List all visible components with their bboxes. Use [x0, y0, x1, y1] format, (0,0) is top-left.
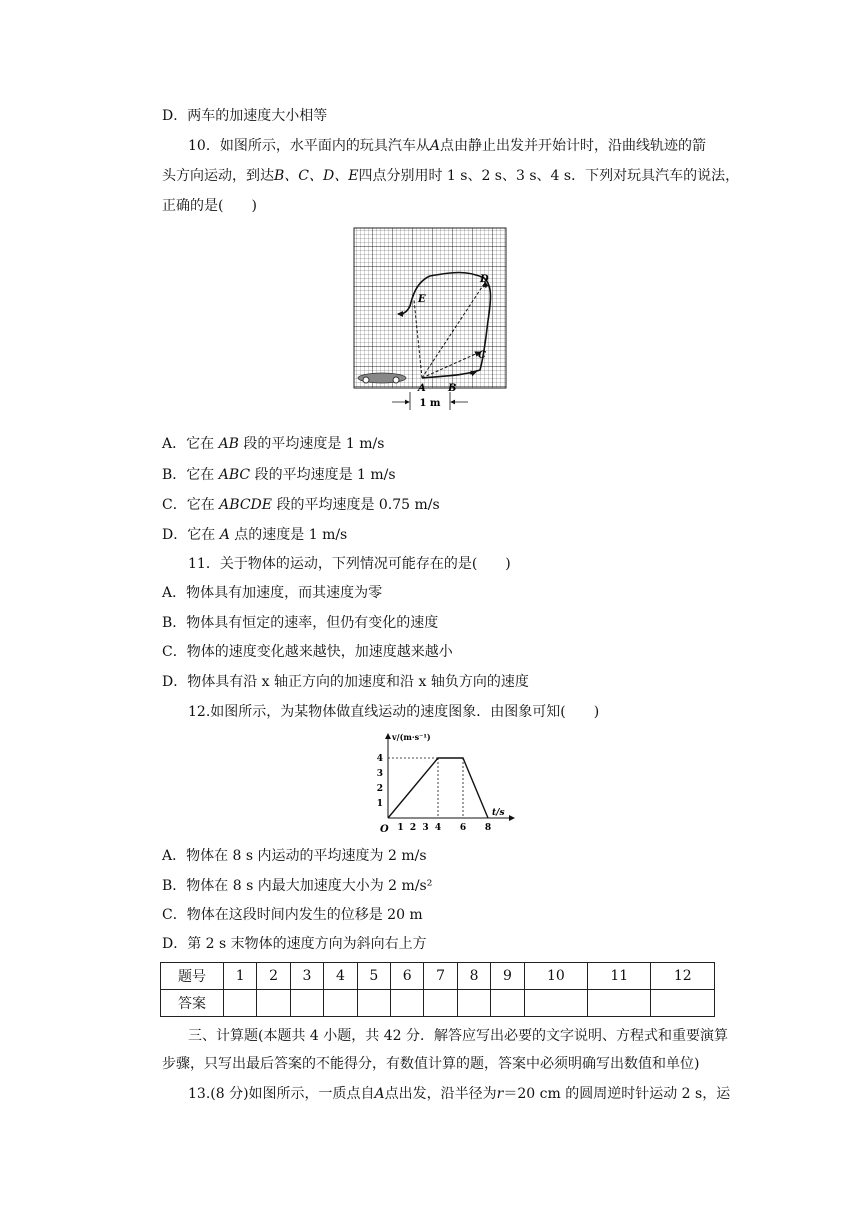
table-cell-answer[interactable]	[424, 990, 457, 1017]
points-bcde: B、C、D、E	[274, 168, 359, 184]
q13-text3: ＝20 cm 的圆周逆时针运动 2 s，运	[503, 1086, 731, 1102]
q10-option-c	[162, 495, 440, 515]
opt-var: AB	[218, 436, 239, 452]
point-a: A	[429, 138, 440, 154]
q12-option-c: C．物体在这段时间内发生的位移是 20 m	[162, 907, 423, 923]
q12-stem: 12.如图所示，为某物体做直线运动的速度图象．由图象可知( )	[188, 704, 600, 720]
table-cell-number: 10	[524, 963, 587, 990]
table-cell-answer[interactable]	[524, 990, 587, 1017]
q11-stem: 11．关于物体的运动，下列情况可能存在的是( )	[188, 556, 511, 572]
q10-stem-text: 10．如图所示，水平面内的玩具汽车从	[188, 138, 430, 154]
grid-background	[354, 228, 506, 388]
x-tick-label: 2	[409, 823, 417, 833]
label-e: E	[418, 294, 426, 305]
q11-option-b: B．物体具有恒定的速率，但仍有变化的速度	[162, 615, 439, 631]
opt-text: A．它在	[162, 436, 219, 452]
table-cell-answer[interactable]	[391, 990, 424, 1017]
opt-text: B．它在	[162, 467, 219, 483]
table-cell-number: 4	[324, 963, 357, 990]
table-cell-answer[interactable]	[491, 990, 524, 1017]
table-cell-answer[interactable]	[357, 990, 390, 1017]
opt-text: 点的速度是 1 m/s	[229, 527, 348, 543]
q9-option-d: D．两车的加速度大小相等	[162, 108, 328, 124]
table-cell-number: 9	[491, 963, 524, 990]
q10-stem-text3: 头方向运动，到达	[162, 168, 274, 184]
q13-var-r: r	[496, 1086, 504, 1102]
x-tick-label: 4	[434, 823, 442, 833]
table-cell-number: 11	[588, 963, 651, 990]
y-axis-label: v/(m·s⁻¹)	[392, 732, 431, 742]
table-cell-answer[interactable]	[324, 990, 357, 1017]
x-tick-label: 3	[422, 823, 429, 833]
y-tick-label: 2	[376, 784, 383, 794]
table-cell-answer[interactable]	[224, 990, 257, 1017]
table-cell-number: 12	[651, 963, 715, 990]
table-header-number: 题号	[161, 963, 224, 990]
q12-option-b: B．物体在 8 s 内最大加速度大小为 2 m/s²	[162, 878, 433, 894]
y-tick-label: 1	[376, 799, 383, 809]
q10-stem-line1	[188, 136, 706, 156]
label-b: B	[448, 383, 457, 394]
section3-instructions: 步骤，只写出最后答案的不能得分，有数值计算的题，答案中必须明确写出数值和单位)	[162, 1056, 700, 1072]
table-cell-number: 2	[257, 963, 290, 990]
q10-option-b	[162, 465, 396, 485]
toy-car-icon	[358, 373, 406, 383]
q13-stem	[188, 1084, 730, 1104]
table-cell-number: 8	[457, 963, 490, 990]
opt-var: ABCDE	[219, 497, 272, 513]
label-a: A	[418, 383, 426, 394]
section3-heading: 三、计算题(本题共 4 小题，共 42 分．解答应写出必要的文字说明、方程式和重要演算	[188, 1028, 728, 1044]
q11-option-d: D．物体具有沿 x 轴正方向的加速度和沿 x 轴负方向的速度	[162, 674, 529, 690]
opt-text: D．它在	[162, 527, 220, 543]
table-cell-number: 1	[224, 963, 257, 990]
y-tick-label: 3	[376, 769, 383, 779]
x-tick-label: 8	[484, 823, 492, 833]
opt-text: 段的平均速度是 1 m/s	[250, 467, 396, 483]
table-cell-number: 7	[424, 963, 457, 990]
table-cell-number: 3	[290, 963, 323, 990]
table-cell-answer[interactable]	[588, 990, 651, 1017]
origin-label: O	[380, 824, 389, 835]
table-cell-number: 6	[391, 963, 424, 990]
velocity-time-graph	[368, 730, 518, 836]
opt-text: 段的平均速度是 1 m/s	[238, 436, 385, 452]
q10-stem-text2: 点由静止出发并开始计时，沿曲线轨迹的箭	[439, 138, 706, 154]
q10-stem-line2	[162, 166, 739, 186]
opt-text: C．它在	[162, 497, 220, 513]
q10-stem-line3: 正确的是( )	[162, 198, 257, 214]
x-tick-label: 6	[459, 823, 467, 833]
q11-option-c: C．物体的速度变化越来越快，加速度越来越小	[162, 644, 453, 660]
x-tick-label: 1	[397, 823, 404, 833]
answer-table	[160, 962, 715, 1017]
q12-option-d: D．第 2 s 末物体的速度方向为斜向右上方	[162, 936, 427, 952]
q11-option-a: A．物体具有加速度，而其速度为零	[162, 585, 383, 601]
x-axis-label: t/s	[492, 808, 505, 818]
q12-option-a: A．物体在 8 s 内运动的平均速度为 2 m/s	[162, 848, 427, 864]
opt-text: 段的平均速度是 0.75 m/s	[272, 497, 440, 513]
q10-stem-text4: 四点分别用时 1 s、2 s、3 s、4 s．下列对玩具汽车的说法，	[358, 168, 740, 184]
table-cell-answer[interactable]	[290, 990, 323, 1017]
label-d: D	[480, 274, 489, 285]
opt-var: A	[219, 527, 230, 543]
opt-var: ABC	[218, 467, 251, 483]
table-row-answers	[161, 990, 715, 1017]
q10-option-d	[162, 525, 347, 545]
label-c: C	[478, 350, 486, 361]
q13-var-a: A	[374, 1086, 385, 1102]
table-cell-answer[interactable]	[257, 990, 290, 1017]
q13-text: 13.(8 分)如图所示，一质点自	[188, 1086, 375, 1102]
q13-text2: 点出发，沿半径为	[384, 1086, 497, 1102]
table-cell-answer[interactable]	[651, 990, 715, 1017]
table-cell-answer[interactable]	[457, 990, 490, 1017]
table-cell-number: 5	[357, 963, 390, 990]
table-header-answer: 答案	[161, 990, 224, 1017]
y-tick-label: 4	[376, 754, 383, 764]
table-row-numbers	[161, 963, 715, 990]
car-trajectory-figure	[352, 226, 508, 412]
q10-option-a	[162, 434, 384, 454]
scale-label: 1 m	[419, 398, 441, 409]
